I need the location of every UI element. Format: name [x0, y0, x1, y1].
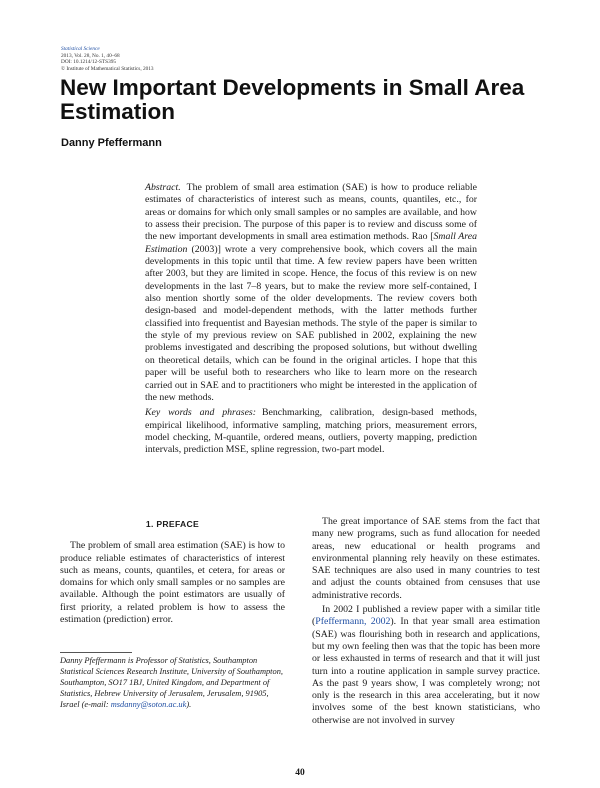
abstract-paragraph — [145, 182, 477, 404]
footnote-rule — [60, 652, 132, 653]
preface-paragraph-2: The great importance of SAE stems from the fact that many new programs, such as fund allocation for needed areas, new educational or health programs and environmental planning rely heavily on these estimates. SAE techniques are also used in many countries to test and adjust the counts obtained from censuses that use administrative records. — [312, 516, 540, 601]
preface-paragraph-3 — [312, 604, 540, 727]
footnote-end: ). — [186, 699, 192, 709]
paper-title: New Important Developments in Small Area Estimation — [60, 75, 525, 124]
journal-header — [61, 46, 154, 72]
section-heading: 1. PREFACE — [145, 519, 200, 529]
left-column — [60, 516, 285, 626]
abstract-block — [145, 182, 477, 457]
paragraph-3-rest: ). In that year small area estimation (SAE) was flourishing both in research and applications, but my own feeling then was that the topic has been more or less exhausted in terms of research and that it will just turn into a routine application in sample survey practice. As the past 9 years show, I was completely wrong; not only is the research in this area accelerating, but it now involves some of the best known statisticians, who otherwise are not involved in survey — [312, 616, 540, 726]
abstract-text-continued: (2003)] wrote a very comprehensive book, which covers all the main developments in this topic until that time. A few review papers have been written after 2003, but they are limited in scope. Hence, the focus of this review is on new developments in the last 7–8 years, but to make the review more self-contained, I also mention shortly some of the older developments. The review covers both design-based and model-dependent methods, with the latter methods further classified into frequentist and Bayesian methods. The style of the paper is similar to the style of my previous review on SAE published in 2002, explaining the new problems investigated and describing the proposed solutions, but without dwelling on theoretical details, which can be found in the original articles. I hope that this paper will be useful both to researchers who like to learn more on the research carried out in SAE and to practitioners who might be interested in the application of the new methods. — [145, 243, 477, 403]
author-email-link[interactable]: msdanny@soton.ac.uk — [110, 699, 187, 709]
author-name: Danny Pfeffermann — [61, 137, 162, 149]
abstract-text: The problem of small area estimation (SAE) is how to produce reliable estimates of characteristics of interest such as means, counts, quantiles, etc., for areas or domains for which only small samples or no samples are available, and how to assess their precision. The purpose of this paper is to review and discuss some of the new important developments in small area estimation methods. Rao [ — [145, 182, 477, 243]
paragraph-3-start: In 2002 I published a review paper with a similar title ( — [312, 604, 540, 628]
citation-link[interactable]: Pfeffermann, 2002 — [315, 616, 391, 628]
journal-name[interactable]: Statistical Science — [61, 46, 100, 52]
page-number: 40 — [295, 768, 305, 778]
keywords-paragraph — [145, 407, 477, 456]
footnote-text: Danny Pfeffermann is Professor of Statistics, Southampton Statistical Sciences Research Institute, University of Southampton, Southampton, SO17 1BJ, United Kingdom, and Department of Statistics, Hebrew University of Jerusalem, Jerusalem, 91905, Israel (e-mail: — [60, 656, 283, 709]
abstract-book-title: Small Area Estimation — [145, 231, 477, 255]
keywords-text: Benchmarking, calibration, design-based methods, empirical likelihood, informative sampling, matching priors, measurement errors, model checking, M-quantile, ordered means, outliers, poverty mapping, prediction intervals, prediction MSE, spline regression, two-part model. — [145, 407, 477, 456]
right-column — [312, 516, 540, 727]
journal-doi: DOI: 10.1214/12-STS395 — [61, 59, 117, 66]
author-footnote — [60, 656, 285, 711]
journal-volume: 2013, Vol. 28, No. 1, 40–68 — [61, 52, 120, 59]
journal-copyright: © Institute of Mathematical Statistics, 2013 — [61, 65, 154, 72]
preface-paragraph-1: The problem of small area estimation (SAE) is how to produce reliable estimates of characteristics of interest such as means, counts, quantiles, et cetera, for areas or domains for which only small samples or no samples are available. Although the point estimators are usually of first priority, a related problem is how to assess the estimation (prediction) error. — [60, 540, 285, 626]
keywords-label: Key words and phrases: — [145, 407, 256, 419]
abstract-label: Abstract. — [145, 182, 181, 193]
